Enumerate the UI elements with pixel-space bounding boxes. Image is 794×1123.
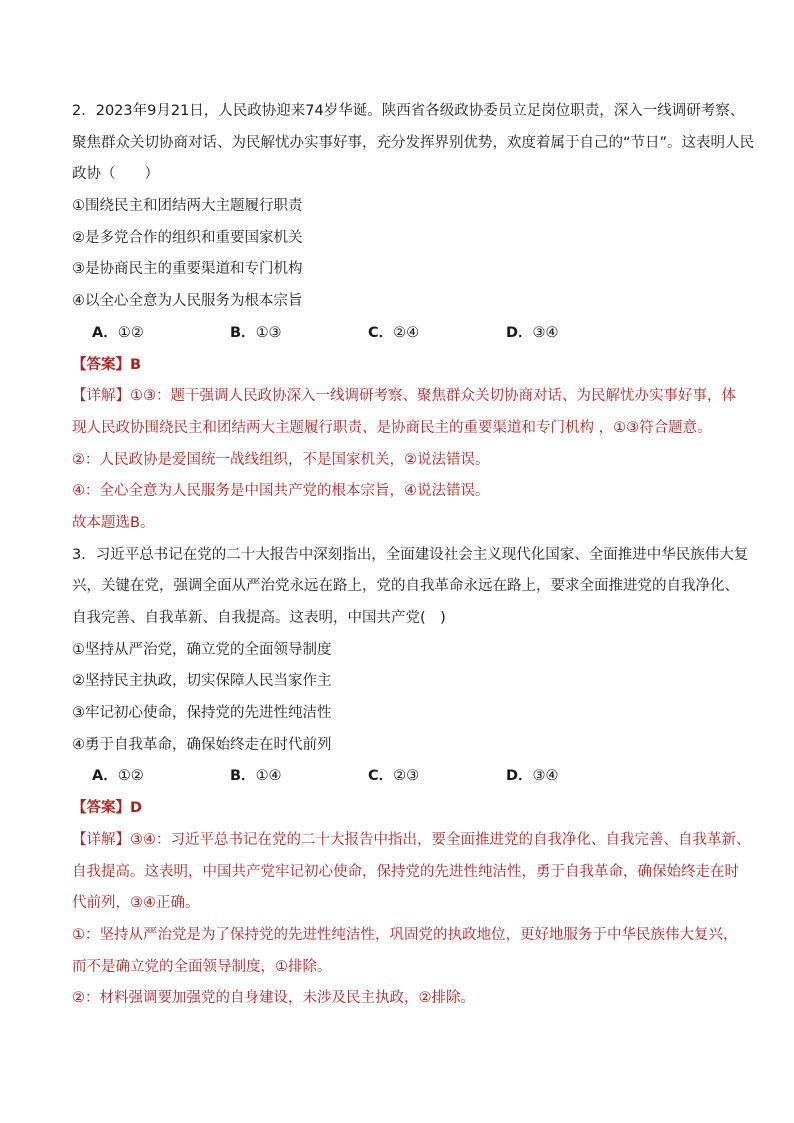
question-stem-line: 聚焦群众关切协商对话、为民解忧办实事好事，充分发挥界别优势，欢度着属于自己的“节日”。这表明人民 — [72, 134, 755, 151]
explanation-line: ②：材料强调要加强党的自身建设，未涉及民主执政，②排除。 — [72, 990, 475, 1007]
conclusion-line: 故本题选B。 — [72, 514, 155, 531]
statement-item: ②是多党合作的组织和重要国家机关 — [72, 229, 303, 246]
answer-label: 【答案】 — [72, 800, 130, 817]
option-d: D．③④ — [506, 768, 559, 785]
statement-item: ①坚持从严治党，确立党的全面领导制度 — [72, 641, 332, 658]
option-c: C．②③ — [368, 768, 420, 785]
answer-value: D — [130, 800, 143, 817]
answer-value: B — [130, 356, 142, 373]
explanation-line: 自我提高。这表明，中国共产党牢记初心使命，保持党的先进性纯洁性，勇于自我革命，确保始终走在时 — [72, 863, 739, 880]
explanation-line: 而不是确立党的全面领导制度，①排除。 — [72, 958, 332, 975]
statement-item: ②坚持民主执政，切实保障人民当家作主 — [72, 673, 332, 690]
statement-item: ①围绕民主和团结两大主题履行职责 — [72, 198, 303, 215]
explanation-line: ②：人民政协是爱国统一战线组织，不是国家机关，②说法错误。 — [72, 451, 490, 468]
option-a: A．①② — [92, 324, 144, 341]
explanation-line: 【详解】③④：习近平总书记在党的二十大报告中指出，要全面推进党的自我净化、自我完善、自我革新、 — [72, 831, 751, 848]
explanation-line: ④：全心全意为人民服务是中国共产党的根本宗旨，④说法错误。 — [72, 483, 490, 500]
answer-options — [72, 761, 732, 793]
question-stem-line: 3．习近平总书记在党的二十大报告中深刻指出，全面建设社会主义现代化国家、全面推进中华民族伟大复 — [72, 546, 749, 563]
option-a: A．①② — [92, 768, 144, 785]
document-page — [72, 96, 755, 1015]
explanation-line: 【详解】①③：题干强调人民政协深入一线调研考察、聚焦群众关切协商对话、为民解忧办实事好事，体 — [72, 388, 736, 405]
explanation-line: 代前列，③④正确。 — [72, 895, 200, 912]
statement-item: ④以全心全意为人民服务为根本宗旨 — [72, 293, 303, 310]
answer-line — [72, 350, 732, 382]
option-b: B．①④ — [230, 768, 282, 785]
question-stem-line: 2．2023年9月21日，人民政协迎来74岁华诞。陕西省各级政协委员立足岗位职责，深入一线调研考察、 — [72, 103, 745, 119]
option-d: D．③④ — [506, 324, 559, 341]
answer-label: 【答案】 — [72, 356, 130, 373]
explanation-line: 现人民政协围绕民主和团结两大主题履行职责、是协商民主的重要渠道和专门机构 ，①③符合题意。 — [72, 419, 712, 436]
question-3 — [72, 540, 751, 1015]
question-stem-line: 政协（ ） — [72, 166, 159, 183]
question-stem-line: 自我完善、自我革新、自我提高。这表明，中国共产党( ) — [72, 610, 446, 626]
statement-item: ③牢记初心使命，保持党的先进性纯洁性 — [72, 705, 332, 722]
statement-item: ④勇于自我革命，确保始终走在时代前列 — [72, 736, 332, 753]
statement-item: ③是协商民主的重要渠道和专门机构 — [72, 261, 303, 278]
answer-options — [72, 318, 732, 350]
answer-line — [72, 793, 732, 825]
option-b: B．①③ — [230, 324, 282, 341]
option-c: C．②④ — [368, 324, 420, 341]
question-stem-line: 兴，关键在党，强调全面从严治党永远在路上，党的自我革命永远在路上，要求全面推进党的自我净化、 — [72, 578, 739, 595]
question-2 — [72, 96, 755, 540]
explanation-line: ①：坚持从严治党是为了保持党的先进性纯洁性，巩固党的执政地位，更好地服务于中华民族伟大复兴， — [72, 926, 738, 943]
